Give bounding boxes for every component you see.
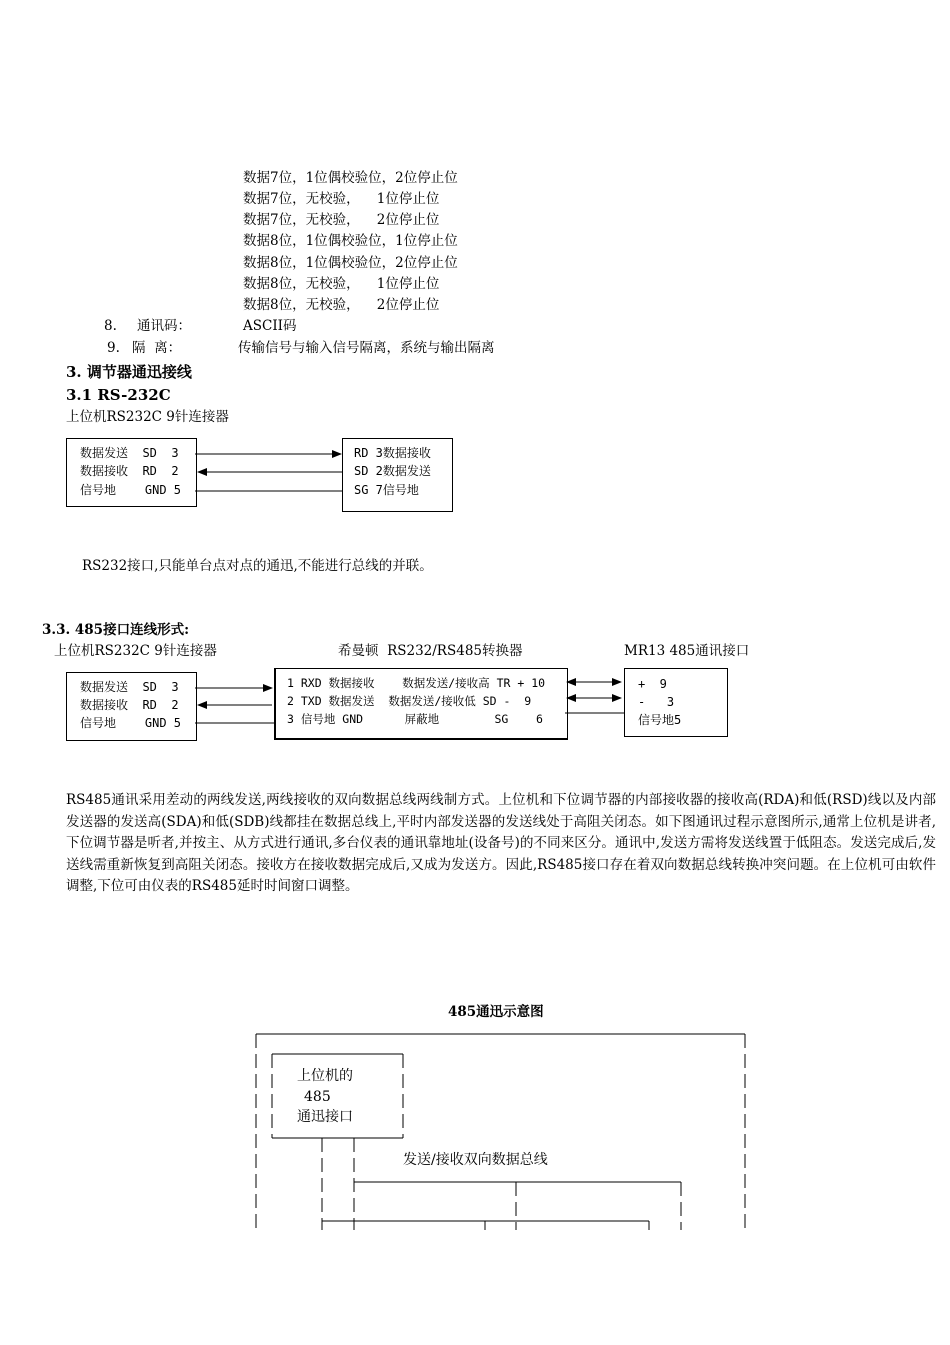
diagram-host-line: 485 — [304, 1089, 331, 1105]
rs232-device-line: RD 3数据接收 — [354, 446, 431, 460]
section-3-1-title: 3.1 RS-232C — [66, 386, 171, 404]
rs485-host-line: 信号地 GND 5 — [80, 716, 182, 730]
data-format-line: 数据8位，1位偶校验位，2位停止位 — [243, 255, 458, 271]
rs485-converter-line: 1 RXD 数据接收 数据发送/接收高 TR + 10 — [287, 676, 546, 690]
data-format-line: 数据8位，无校验， 1位停止位 — [243, 276, 440, 292]
diagram-host-line: 上位机的 — [297, 1068, 353, 1084]
rs232-host-line: 信号地 GND 5 — [80, 483, 182, 497]
item-8-label: 通讯码： — [137, 318, 191, 334]
item-8-value: ASCII码 — [243, 318, 297, 334]
item-9-value: 传输信号与输入信号隔离，系统与输出隔离 — [238, 340, 495, 356]
rs485-mr13-line: 信号地5 — [638, 713, 682, 727]
data-format-line: 数据7位，无校验， 1位停止位 — [243, 191, 440, 207]
item-9-label: 隔 离： — [132, 340, 182, 356]
rs232-device-line: SD 2数据发送 — [354, 464, 431, 478]
rs485-converter-line: 3 信号地 GND 屏蔽地 SG 6 — [287, 712, 543, 726]
rs232-host-line: 数据接收 RD 2 — [80, 464, 179, 478]
rs485-host-line: 数据接收 RD 2 — [80, 698, 179, 712]
rs485-host-line: 数据发送 SD 3 — [80, 680, 179, 694]
section-3-title: 3. 调节器通迅接线 — [66, 363, 192, 381]
rs232-caption: 上位机RS232C 9针连接器 — [66, 409, 229, 425]
item-9-number: 9. — [107, 340, 120, 356]
rs232-note: RS232接口,只能单台点对点的通迅,不能进行总线的并联。 — [82, 558, 433, 574]
section-3-3-title: 3.3. 485接口连线形式: — [42, 622, 190, 638]
diagram-bus-label: 发送/接收双向数据总线 — [403, 1152, 548, 1168]
data-format-line: 数据7位，1位偶校验位，2位停止位 — [243, 170, 458, 186]
rs232-device-line: SG 7信号地 — [354, 483, 419, 497]
data-format-line: 数据8位，无校验， 2位停止位 — [243, 297, 440, 313]
rs485-converter-caption: 希曼顿 RS232/RS485转换器 — [338, 643, 523, 659]
rs485-host-caption: 上位机RS232C 9针连接器 — [54, 643, 217, 659]
diagram-title: 485通迅示意图 — [448, 1004, 544, 1020]
item-8-number: 8. — [104, 318, 117, 334]
rs485-mr13-line: - 3 — [638, 695, 675, 709]
rs485-paragraph: RS485通讯采用差动的两线发送,两线接收的双向数据总线两线制方式。上位机和下位调节器的内部接收器的接收高(RDA)和低(RSD)线以及内部发送器的发送高(SDA)和低(SDB)线都挂在数据总线上,平时内部发送器的发送线处于高阻关闭态。如下图通讯过程示意图所示,通常上位机是讲者,下位调节器是听者,并按主、从方式进行通讯,多台仪表的通讯靠地址(设备号)的不同来区分。通讯中,发送方需将发送线置于低阻态。发送完成后,发送线需重新恢复到高阻关闭态。接收方在接收数据完成后,又成为发送方。因此,RS485接口存在着双向数据总线转换冲突问题。在上位机可由软件调整,下位可由仪表的RS485延时时间窗口调整。 — [66, 792, 936, 894]
rs485-converter-line: 2 TXD 数据发送 数据发送/接收低 SD - 9 — [287, 694, 532, 708]
diagram-host-line: 通迅接口 — [297, 1109, 353, 1125]
rs485-mr13-line: + 9 — [638, 677, 667, 691]
data-format-line: 数据7位，无校验， 2位停止位 — [243, 212, 440, 228]
rs232-host-line: 数据发送 SD 3 — [80, 446, 179, 460]
rs485-mr13-caption: MR13 485通讯接口 — [624, 643, 750, 659]
data-format-line: 数据8位，1位偶校验位，1位停止位 — [243, 233, 458, 249]
